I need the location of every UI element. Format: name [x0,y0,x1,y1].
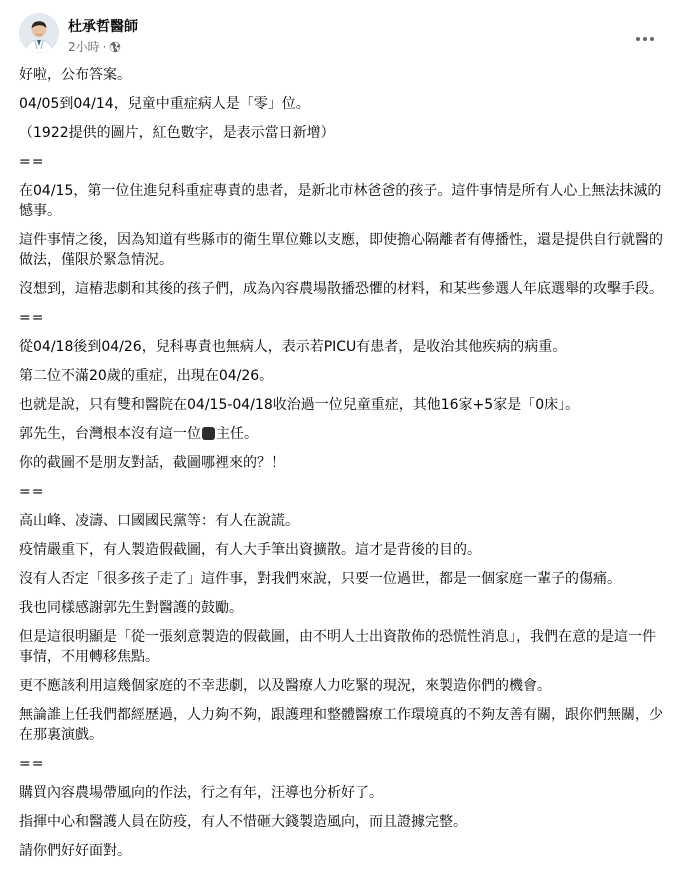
post-paragraph: 第二位不滿20歲的重症，出現在04/26。 [19,368,274,384]
post-paragraph: 購買內容農場帶風向的作法，行之有年，汪導也分析好了。 [19,785,383,801]
post-paragraph: 在04/15，第一位住進兒科重症專責的患者，是新北市林爸爸的孩子。這件事情是所有人心上無法抹滅的憾事。 [19,183,662,219]
post-timestamp[interactable]: 2小時 [68,40,100,54]
post-body [19,65,669,870]
post-paragraph: 無論誰上任我們都經歷過，人力夠不夠，跟護理和整體醫療工作環境真的不夠友善有關，跟你們無關，少在那裏演戲。 [19,707,663,743]
post-paragraph: 疫情嚴重下，有人製造假截圖，有人大手筆出資擴散。這才是背後的目的。 [19,542,481,558]
post-paragraph: 沒想到，這樁悲劇和其後的孩子們，成為內容農場散播恐懼的材料，和某些參選人年底選舉的攻擊手段。 [19,281,663,297]
post-paragraph: 從04/18後到04/26，兒科專責也無病人，表示若PICU有患者，是收治其他疾病的病重。 [19,339,567,355]
post-paragraph: 也就是說，只有雙和醫院在04/15-04/18收治過一位兒童重症，其他16家+5家是「0床」。 [19,397,580,413]
section-divider: == [19,756,45,772]
post-paragraph: 沒有人否定「很多孩子走了」這件事，對我們來說，只要一位過世，都是一個家庭一輩子的傷痛。 [19,571,621,587]
author-avatar[interactable] [19,13,59,53]
post-paragraph: 高山峰、凌濤、口國國民黨等：有人在說謊。 [19,513,299,529]
doctor-portrait-icon [19,13,59,53]
post-paragraph: 請你們好好面對。 [19,843,131,859]
post-paragraph: 04/05到04/14，兒童中重症病人是「零」位。 [19,96,310,112]
post-paragraph: 這件事情之後，因為知道有些縣市的衛生單位難以支應，即使擔心隔離者有傳播性，還是提供自行就醫的做法，僅限於緊急情況。 [19,232,663,268]
section-divider: == [19,310,45,326]
post-paragraph: 更不應該利用這幾個家庭的不幸悲劇，以及醫療人力吃緊的現況，來製造你們的機會。 [19,678,551,694]
post-paragraph: 指揮中心和醫護人員在防疫，有人不惜砸大錢製造風向，而且證據完整。 [19,814,467,830]
guo-line-before: 郭先生，台灣根本沒有這一位 [19,426,201,442]
post-paragraph: （1922提供的圖片，紅色數字，是表示當日新增） [19,125,335,141]
globe-icon[interactable] [109,41,121,53]
post-paragraph: 但是這很明顯是「從一張刻意製造的假截圖，由不明人士出資散佈的恐慌性消息」，我們在意的是這一件事情，不用轉移焦點。 [19,629,656,665]
meta-separator: · [102,39,107,54]
section-divider: == [19,484,45,500]
guo-line-after: 主任。 [216,426,258,442]
post-meta [68,38,121,55]
section-divider: == [19,154,45,170]
post-paragraph: 好啦，公布答案。 [19,67,131,83]
post-paragraph: 你的截圖不是朋友對話，截圖哪裡來的？！ [19,455,285,471]
redacted-emoji-icon [202,427,215,440]
post-paragraph-guo [19,424,669,444]
post-header [19,13,669,57]
post-paragraph: 我也同樣感謝郭先生對醫護的鼓勵。 [19,600,243,616]
more-icon [635,25,655,45]
more-options-button[interactable] [627,17,663,53]
author-name-link[interactable]: 杜承哲醫師 [68,19,138,35]
